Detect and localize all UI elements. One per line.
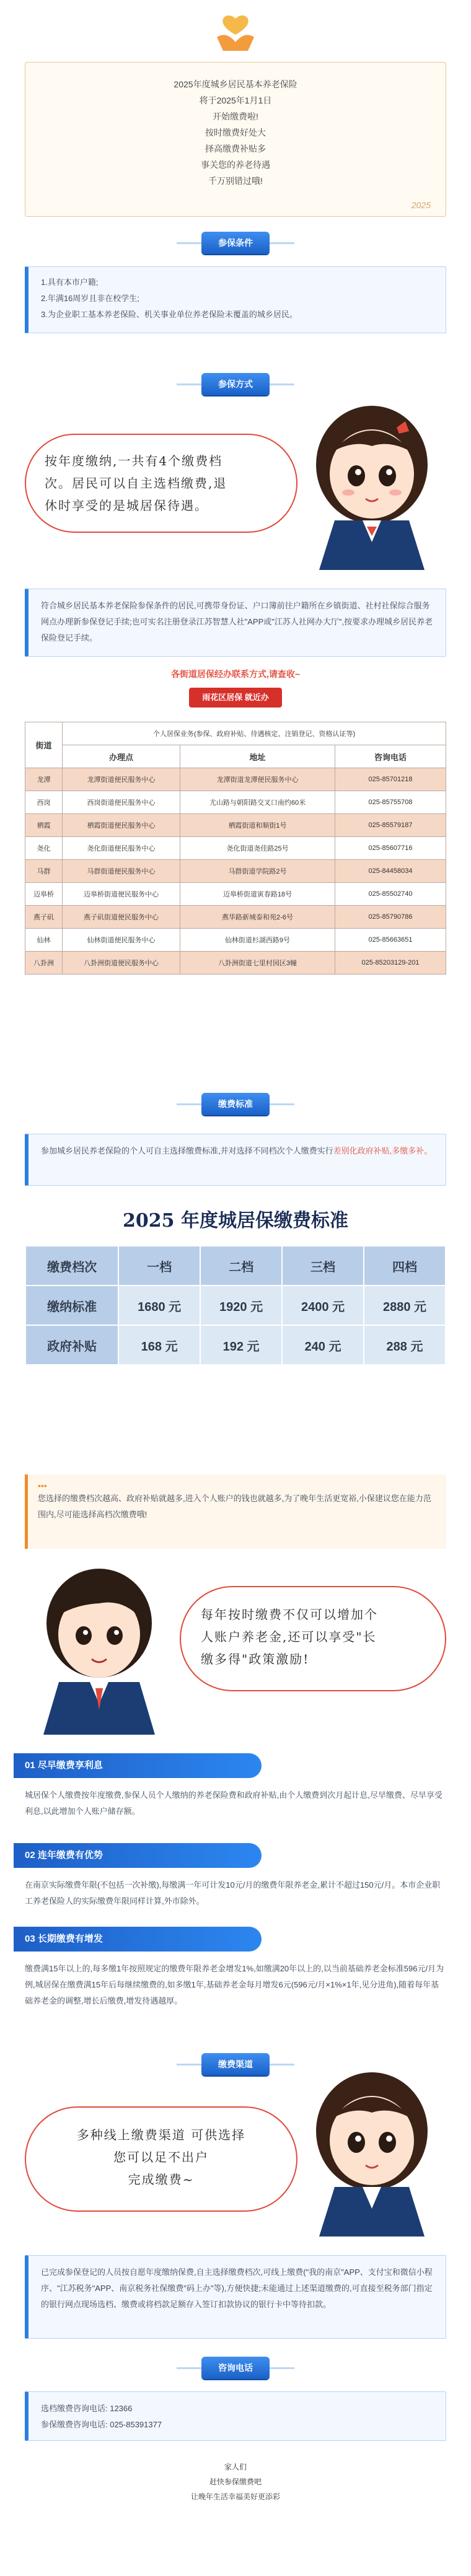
table-cell: 025-85755708 xyxy=(335,791,446,814)
table-cell: 缴费档次 xyxy=(25,1246,118,1286)
table-cell: 八卦洲街道便民服务中心 xyxy=(63,952,180,975)
table-cell: 三档 xyxy=(282,1246,364,1286)
table-cell: 栖霞街道便民服务中心 xyxy=(63,814,180,837)
footer-slogan xyxy=(0,2460,471,2504)
table-cell: 西岗街道便民服务中心 xyxy=(63,791,180,814)
table-cell: 仙林街道便民服务中心 xyxy=(63,929,180,952)
section-header-method xyxy=(177,370,294,398)
table-cell: 025-84458034 xyxy=(335,860,446,883)
section-title: 缴费渠道 xyxy=(201,2053,270,2075)
section-title: 参保条件 xyxy=(201,232,270,254)
table-cell: 迈皋桥街道便民服务中心 xyxy=(63,883,180,906)
notice-line: 2025年度城乡居民基本养老保险 xyxy=(174,79,297,89)
table-cell: 八卦洲 xyxy=(25,952,63,975)
benefit-tag-3: 03 长期缴费有增发 xyxy=(14,1927,262,1952)
hotline-line: 选档缴费咨询电话: 12366 xyxy=(41,2404,133,2413)
office-list-title: 各街道居保经办联系方式,请查收~ xyxy=(170,669,301,679)
notice-signature: 2025 xyxy=(411,200,431,210)
advice-text: 您选择的缴费档次越高、政府补贴就越多,进入个人账户的钱也就越多,为了晚年生活更宽裕,小保建议您在能力范围内,尽可能选择高档次缴费哦! xyxy=(38,1494,431,1519)
quote-line: 多种线上缴费渠道 可供选择 xyxy=(76,2127,246,2142)
benefit-text-3: 缴费满15年以上的,每多缴1年按照规定的缴费年限养老金增发1%,如缴满20年以上的,以当前基础养老金标准596元/月为例,城居保在缴费满15年后每继续缴费的,如多缴1年,基础养老金每月增发6元(596元/月×1%×1年,见分进角),随着每年基础养老金的调整,增长后缴费,增发待遇越厚。 xyxy=(25,1964,444,2005)
table-cell: 缴纳标准 xyxy=(25,1286,118,1325)
conditions-box xyxy=(25,266,446,333)
table-cell: 025-85579187 xyxy=(335,814,446,837)
table-cell: 燕子矶 xyxy=(25,906,63,929)
notice-line: 开始缴费啦! xyxy=(213,112,258,121)
quote-bubble-method xyxy=(25,434,297,533)
table-row xyxy=(25,1325,446,1365)
quote-line: 完成缴费~ xyxy=(128,2172,195,2187)
table-row xyxy=(25,1286,446,1325)
table-cell: 栖霞 xyxy=(25,814,63,837)
table-cell: 政府补贴 xyxy=(25,1325,118,1365)
table-caption: 个人居保业务(参保、政府补贴、待遇核定、注销登记、资格认证等) xyxy=(63,722,446,745)
office-badge: 雨花区居保 就近办 xyxy=(189,688,282,708)
table-cell: 仙林街道杉湖西路9号 xyxy=(180,929,335,952)
table-cell: 025-85203129-201 xyxy=(335,952,446,975)
table-cell: 燕华路新城泰和苑2-6号 xyxy=(180,906,335,929)
footer-line: 让晚年生活幸福美好更添彩 xyxy=(190,2492,280,2501)
quote-line: 您可以足不出户 xyxy=(113,2150,209,2165)
table-cell: 尧化 xyxy=(25,837,63,860)
table-cell: 八卦洲街道七里村园区3幢 xyxy=(180,952,335,975)
benefit-tag-2: 02 连年缴费有优势 xyxy=(14,1843,262,1868)
table-row xyxy=(25,929,446,952)
quote-line: 每年按时缴费不仅可以增加个 xyxy=(201,1607,378,1622)
table-cell: 龙潭街道龙潭便民服务中心 xyxy=(180,768,335,791)
table-cell: 025-85701218 xyxy=(335,768,446,791)
benefit-tag-1: 01 尽早缴费享利息 xyxy=(14,1753,262,1778)
col-header: 咨询电话 xyxy=(335,745,446,768)
table-cell: 燕子矶街道便民服务中心 xyxy=(63,906,180,929)
section-title: 缴费标准 xyxy=(201,1093,270,1115)
quote-bubble-incentive xyxy=(180,1586,446,1691)
table-cell: 二档 xyxy=(200,1246,282,1286)
notice-line: 择高缴费补贴多 xyxy=(205,144,266,154)
table-cell: 马群街道便民服务中心 xyxy=(63,860,180,883)
table-cell: 尧化街道尧佳路25号 xyxy=(180,837,335,860)
condition-item: 2.年满16周岁且非在校学生; xyxy=(41,294,139,303)
col-header: 街道 xyxy=(25,722,63,768)
section-header-channels xyxy=(177,2051,294,2078)
standard-intro-highlight: 差别化政府补贴,多缴多补。 xyxy=(333,1146,433,1155)
table-cell: 马群街道学院路2号 xyxy=(180,860,335,883)
section-header-standard xyxy=(177,1090,294,1118)
table-row xyxy=(25,1246,446,1286)
table-cell: 025-85607716 xyxy=(335,837,446,860)
notice-line: 将于2025年1月1日 xyxy=(199,95,272,105)
table-row xyxy=(25,860,446,883)
table-row xyxy=(25,952,446,975)
notice-line: 千万别错过哦! xyxy=(208,176,263,186)
benefit-text-1: 城居保个人缴费按年度缴费,参保人员个人缴纳的养老保险费和政府补贴,由个人缴费到次月起计息,尽早缴费、尽早享受利息,以此增加个人账户储存额。 xyxy=(25,1790,442,1816)
table-cell: 迈皋桥 xyxy=(25,883,63,906)
fee-table-title: 2025 年度城居保缴费标准 xyxy=(123,1210,348,1232)
table-cell: 240 元 xyxy=(282,1325,364,1365)
table-row xyxy=(25,814,446,837)
table-cell: 马群 xyxy=(25,860,63,883)
notice-box xyxy=(25,62,446,217)
section-title: 咨询电话 xyxy=(201,2357,270,2379)
table-cell: 2400 元 xyxy=(282,1286,364,1325)
section-header-hotline xyxy=(177,2354,294,2381)
quote-line: 休时享受的是城居保待遇。 xyxy=(45,498,208,513)
channels-box xyxy=(25,2255,446,2339)
table-cell: 一档 xyxy=(118,1246,200,1286)
table-cell: 龙潭 xyxy=(25,768,63,791)
table-cell: 025-85502740 xyxy=(335,883,446,906)
table-cell: 288 元 xyxy=(364,1325,446,1365)
section-header-conditions xyxy=(177,229,294,256)
table-cell: 1920 元 xyxy=(200,1286,282,1325)
notice-line: 事关您的养老待遇 xyxy=(201,160,270,170)
table-cell: 尧化街道便民服务中心 xyxy=(63,837,180,860)
table-cell: 栖霞街道和顺街1号 xyxy=(180,814,335,837)
table-cell: 192 元 xyxy=(200,1325,282,1365)
girl-mascot-icon xyxy=(297,403,446,570)
table-cell: 1680 元 xyxy=(118,1286,200,1325)
advice-box xyxy=(25,1474,446,1549)
quote-line: 缴多得"政策激励! xyxy=(201,1652,310,1667)
table-row xyxy=(25,768,446,791)
table-cell: 168 元 xyxy=(118,1325,200,1365)
table-row xyxy=(25,791,446,814)
quote-line: 次。居民可以自主选档缴费,退 xyxy=(45,476,227,491)
footer-line: 家人们 xyxy=(224,2463,247,2471)
registration-text: 符合城乡居民基本养老保险参保条件的居民,可携带身份证、户口簿前往户籍所在乡镇街道、社村社保综合服务网点办理新参保登记手续;也可实名注册登录江苏智慧人社"APP或"江苏人社网办大厅",按要求办理城乡居民养老保险登记手续。 xyxy=(41,601,433,642)
table-cell: 025-85663651 xyxy=(335,929,446,952)
girl-mascot-icon xyxy=(297,2069,446,2236)
table-cell: 025-85790786 xyxy=(335,906,446,929)
advice-dots: ••• xyxy=(38,1481,47,1491)
hotline-line: 参保缴费咨询电话: 025-85391377 xyxy=(41,2420,162,2429)
col-header: 办理点 xyxy=(63,745,180,768)
notice-line: 按时缴费好处大 xyxy=(205,128,266,138)
table-cell: 龙潭街道便民服务中心 xyxy=(63,768,180,791)
condition-item: 3.为企业职工基本养老保险、机关事业单位养老保险未覆盖的城乡居民。 xyxy=(41,310,297,319)
table-cell: 尤山路与朝阳路交叉口南约60米 xyxy=(180,791,335,814)
table-cell: 仙林 xyxy=(25,929,63,952)
boy-mascot-icon xyxy=(25,1561,174,1735)
condition-item: 1.具有本市户籍; xyxy=(41,278,99,287)
service-points-table xyxy=(25,722,446,975)
channels-text: 已完成参保登记的人员按自愿年度缴纳保费,自主选择缴费档次,可线上缴费("我的南京"APP、支付宝和微信小程序、"江苏税务"APP、南京税务社保缴费"码上办"等),方便快捷;未能通过上述渠道缴费的,可直接至税务部门指定的银行网点现场选档、缴费或将档款足额存入签订扣款协议的银行卡中等待扣款。 xyxy=(41,2267,433,2309)
quote-line: 按年度缴纳,一共有4个缴费档 xyxy=(45,453,223,468)
table-cell: 西岗 xyxy=(25,791,63,814)
section-title: 参保方式 xyxy=(201,373,270,395)
table-cell: 迈皋桥街道寅春路18号 xyxy=(180,883,335,906)
table-row xyxy=(25,837,446,860)
hands-heart-icon xyxy=(205,12,266,56)
table-row xyxy=(25,883,446,906)
footer-line: 赶快参保缴费吧 xyxy=(209,2477,262,2486)
col-header: 地址 xyxy=(180,745,335,768)
table-row xyxy=(25,906,446,929)
quote-line: 人账户养老金,还可以享受"长 xyxy=(201,1629,377,1644)
benefit-text-2: 在南京实际缴费年限(不包括一次补缴),每缴满一年可计发10元/月的缴费年限养老金,累计不超过150元/月。本市企业职工养老保险人的实际缴费年限同样计算,外市除外。 xyxy=(25,1880,441,1906)
fee-standard-table xyxy=(25,1245,446,1365)
standard-intro: 参加城乡居民养老保险的个人可自主选择缴费标准,并对选择不同档次个人缴费实行 xyxy=(41,1146,333,1155)
quote-bubble-channels xyxy=(25,2106,297,2212)
standard-intro-box xyxy=(25,1134,446,1186)
registration-info-box xyxy=(25,589,446,657)
table-cell: 2880 元 xyxy=(364,1286,446,1325)
hotline-box xyxy=(25,2391,446,2441)
table-cell: 四档 xyxy=(364,1246,446,1286)
